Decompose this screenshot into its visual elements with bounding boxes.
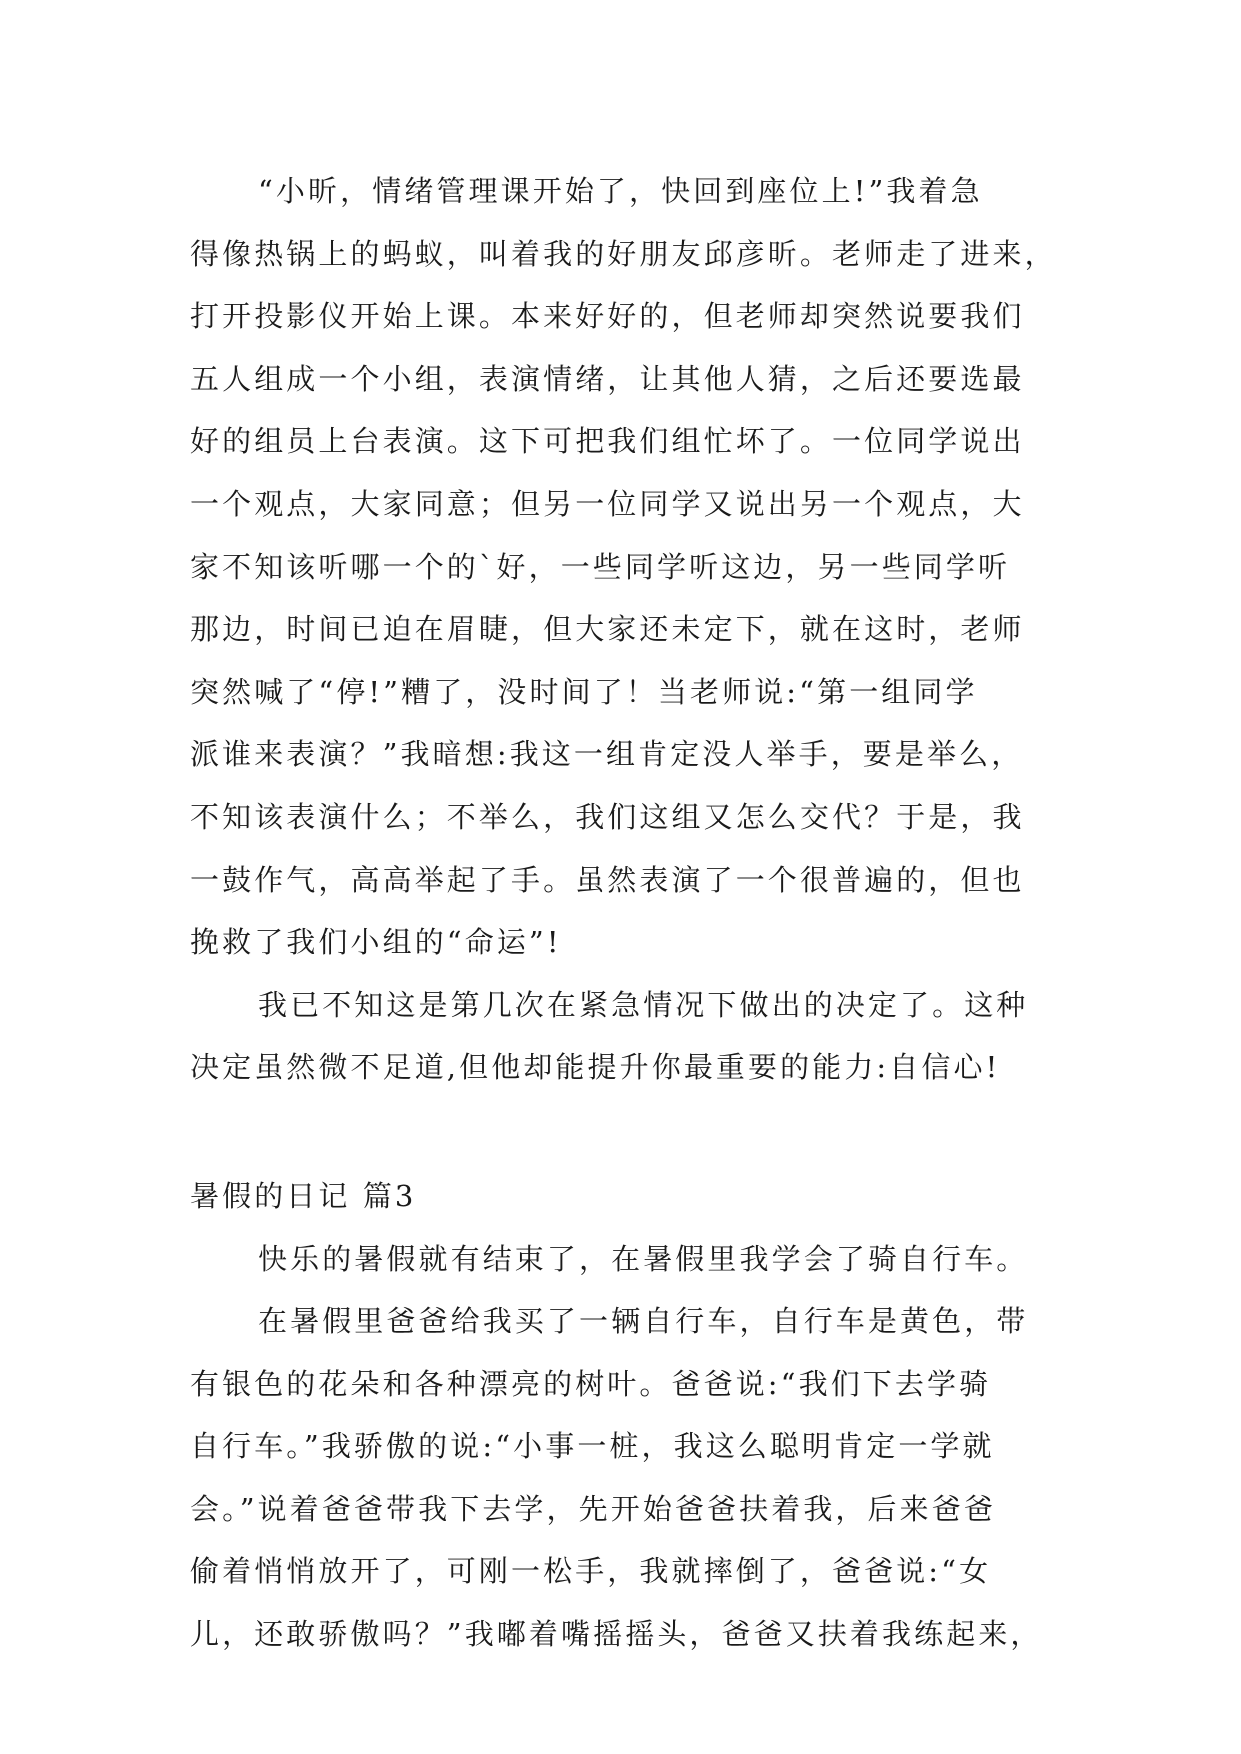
paragraph-2 [190,974,1062,1099]
document-page [190,160,1062,1666]
section-2 [190,1165,1062,1666]
text-line: 不知该表演什么；不举么，我们这组又怎么交代？于是，我 [190,799,1025,834]
text-line: 儿，还敢骄傲吗？”我嘟着嘴摇摇头，爸爸又扶着我练起来， [190,1617,1043,1652]
text-line: 有银色的花朵和各种漂亮的树叶。爸爸说:“我们下去学骑 [190,1366,992,1401]
text-line: 会。”说着爸爸带我下去学，先开始爸爸扶着我，后来爸爸 [190,1491,996,1526]
text-line: 一鼓作气，高高举起了手。虽然表演了一个很普遍的，但也 [190,862,1025,897]
section-gap [190,1099,1062,1165]
text-line: 一个观点，大家同意；但另一位同学又说出另一个观点，大 [190,486,1025,521]
text-line: 决定虽然微不足道,但他却能提升你最重要的能力:自信心! [190,1050,1001,1085]
text-line: 快乐的暑假就有结束了，在暑假里我学会了骑自行车。 [258,1241,1029,1276]
paragraph-4 [190,1290,1062,1666]
text-line: 派谁来表演？”我暗想:我这一组肯定没人举手，要是举么， [190,737,1024,772]
section-1 [190,160,1062,1099]
text-line: 我已不知这是第几次在紧急情况下做出的决定了。这种 [258,987,1029,1022]
text-line: 在暑假里爸爸给我买了一辆自行车，自行车是黄色，带 [258,1304,1029,1339]
text-line: 得像热锅上的蚂蚁，叫着我的好朋友邱彦昕。老师走了进来， [190,236,1057,271]
text-line: “小昕，情绪管理课开始了，快回到座位上!”我着急 [258,174,983,208]
text-line: 打开投影仪开始上课。本来好好的，但老师却突然说要我们 [190,299,1025,334]
paragraph-1 [190,160,1062,974]
text-line: 五人组成一个小组，表演情绪，让其他人猜，之后还要选最 [190,361,1025,396]
text-line: 家不知该听哪一个的`好，一些同学听这边，另一些同学听 [190,549,1011,584]
paragraph-3 [190,1228,1062,1291]
text-line: 自行车。”我骄傲的说:“小事一桩，我这么聪明肯定一学就 [190,1429,995,1464]
text-line: 挽救了我们小组的“命运”! [190,925,562,960]
text-line: 突然喊了“停!”糟了，没时间了！当老师说:“第一组同学 [190,674,978,709]
section-heading: 暑假的日记 篇3 [190,1178,417,1213]
text-line: 那边，时间已迫在眉睫，但大家还未定下，就在这时，老师 [190,612,1025,647]
text-line: 好的组员上台表演。这下可把我们组忙坏了。一位同学说出 [190,424,1025,459]
text-line: 偷着悄悄放开了，可刚一松手，我就摔倒了，爸爸说:“女 [190,1554,992,1589]
